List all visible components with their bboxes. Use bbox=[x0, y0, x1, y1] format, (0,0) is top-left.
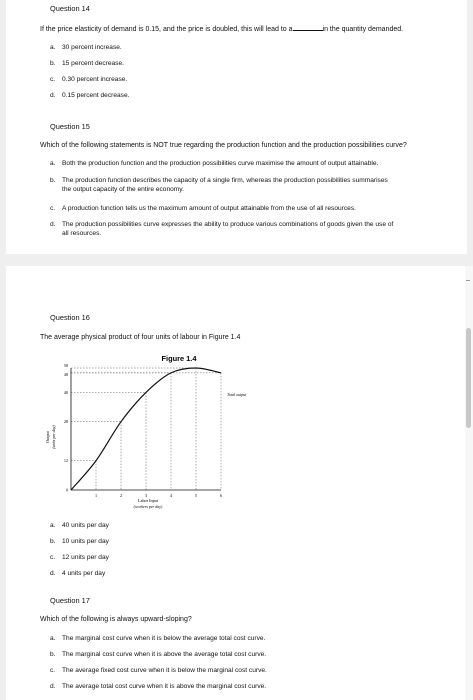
question-17-title: Question 17 bbox=[50, 596, 90, 605]
question-14-text-after: in the quantity demanded. bbox=[322, 26, 404, 33]
scrollbar[interactable] bbox=[465, 266, 473, 700]
y-tick-12: 12 bbox=[63, 458, 68, 464]
question-card-14-15 bbox=[6, 0, 467, 254]
x-tick-6: 6 bbox=[219, 493, 223, 498]
chart-title: Figure 1.4 bbox=[161, 354, 197, 363]
question-card-16-17 bbox=[6, 266, 467, 700]
x-tick-4: 4 bbox=[169, 493, 173, 498]
q14-option-a[interactable]: a. 30 percent increase. bbox=[50, 44, 122, 51]
q16-option-b[interactable]: b. 10 units per day bbox=[50, 538, 109, 545]
question-14-text-before: If the price elasticity of demand is 0.15, and the price is doubled, this will lead to a bbox=[40, 26, 293, 33]
q14-option-d[interactable]: d. 0.15 percent decrease. bbox=[50, 92, 130, 99]
y-tick-40: 40 bbox=[63, 389, 68, 395]
q16-option-c[interactable]: c. 12 units per day bbox=[50, 554, 109, 561]
y-tick-labels bbox=[64, 363, 68, 463]
question-14-text bbox=[40, 24, 403, 34]
question-15-text: Which of the following statements is NOT true regarding the production function and the production possibilities curve? bbox=[40, 142, 407, 149]
y-tick-50: 50 bbox=[63, 363, 68, 368]
q17-option-d[interactable]: d. The average total cost curve when it is above the marginal cost curve. bbox=[50, 683, 267, 690]
answer-blank bbox=[293, 24, 323, 31]
x-tick-3: 3 bbox=[144, 493, 148, 498]
q14-option-c[interactable]: c. 0.30 percent increase. bbox=[50, 76, 128, 83]
q15-option-c[interactable]: c. A production function tells us the maximum amount of output attainable from the use of all resources. bbox=[50, 205, 356, 212]
q15-option-a[interactable]: a. Both the production function and the production possibilities curve maximise the amount of output attainable. bbox=[50, 160, 379, 167]
x-tick-1: 1 bbox=[94, 493, 98, 498]
q16-option-d[interactable]: d. 4 units per day bbox=[50, 570, 106, 577]
x-tick-5: 5 bbox=[194, 493, 198, 498]
x-tick-2: 2 bbox=[119, 493, 123, 498]
q17-option-c[interactable]: c. The average fixed cost curve when it is below the marginal cost curve. bbox=[50, 667, 267, 674]
question-14-title: Question 14 bbox=[50, 4, 90, 13]
y-tick-28: 28 bbox=[63, 419, 68, 425]
series-label-total-output: Total output bbox=[227, 392, 247, 397]
question-15-title: Question 15 bbox=[50, 122, 90, 131]
y-axis-label-line2: (units per day) bbox=[51, 425, 56, 449]
x-tick-labels bbox=[66, 488, 222, 499]
x-tick-0: 0 bbox=[65, 487, 68, 493]
chart-dashed-guides bbox=[71, 368, 221, 490]
question-17-text: Which of the following is always upward-sloping? bbox=[40, 616, 192, 623]
figure-1-4-chart bbox=[31, 350, 271, 530]
y-tick-48: 48 bbox=[63, 371, 68, 377]
scrollbar-dash bbox=[466, 280, 470, 281]
question-16-title: Question 16 bbox=[50, 313, 90, 322]
x-axis-label-line1: Labor Input bbox=[138, 498, 158, 503]
x-axis-label-line2: (workers per day) bbox=[133, 504, 163, 509]
question-16-text: The average physical product of four units of labour in Figure 1.4 bbox=[40, 334, 241, 341]
q16-option-a[interactable]: a. 40 units per day bbox=[50, 522, 109, 529]
q15-option-d[interactable]: d. The production possibilities curve expresses the ability to produce various combinations of goods given the use of all resources. bbox=[50, 221, 394, 237]
y-axis-label-line1: Output bbox=[45, 431, 50, 443]
q14-option-b[interactable]: b. 15 percent decrease. bbox=[50, 60, 124, 67]
q17-option-a[interactable]: a. The marginal cost curve when it is below the average total cost curve. bbox=[50, 635, 266, 642]
scrollbar-thumb[interactable] bbox=[466, 328, 471, 428]
q17-option-b[interactable]: b. The marginal cost curve when it is above the average total cost curve. bbox=[50, 651, 267, 658]
q15-option-b[interactable]: b. The production function describes the capacity of a single firm, whereas the production possibilities summarises the output capacity of the entire economy. bbox=[50, 177, 388, 193]
